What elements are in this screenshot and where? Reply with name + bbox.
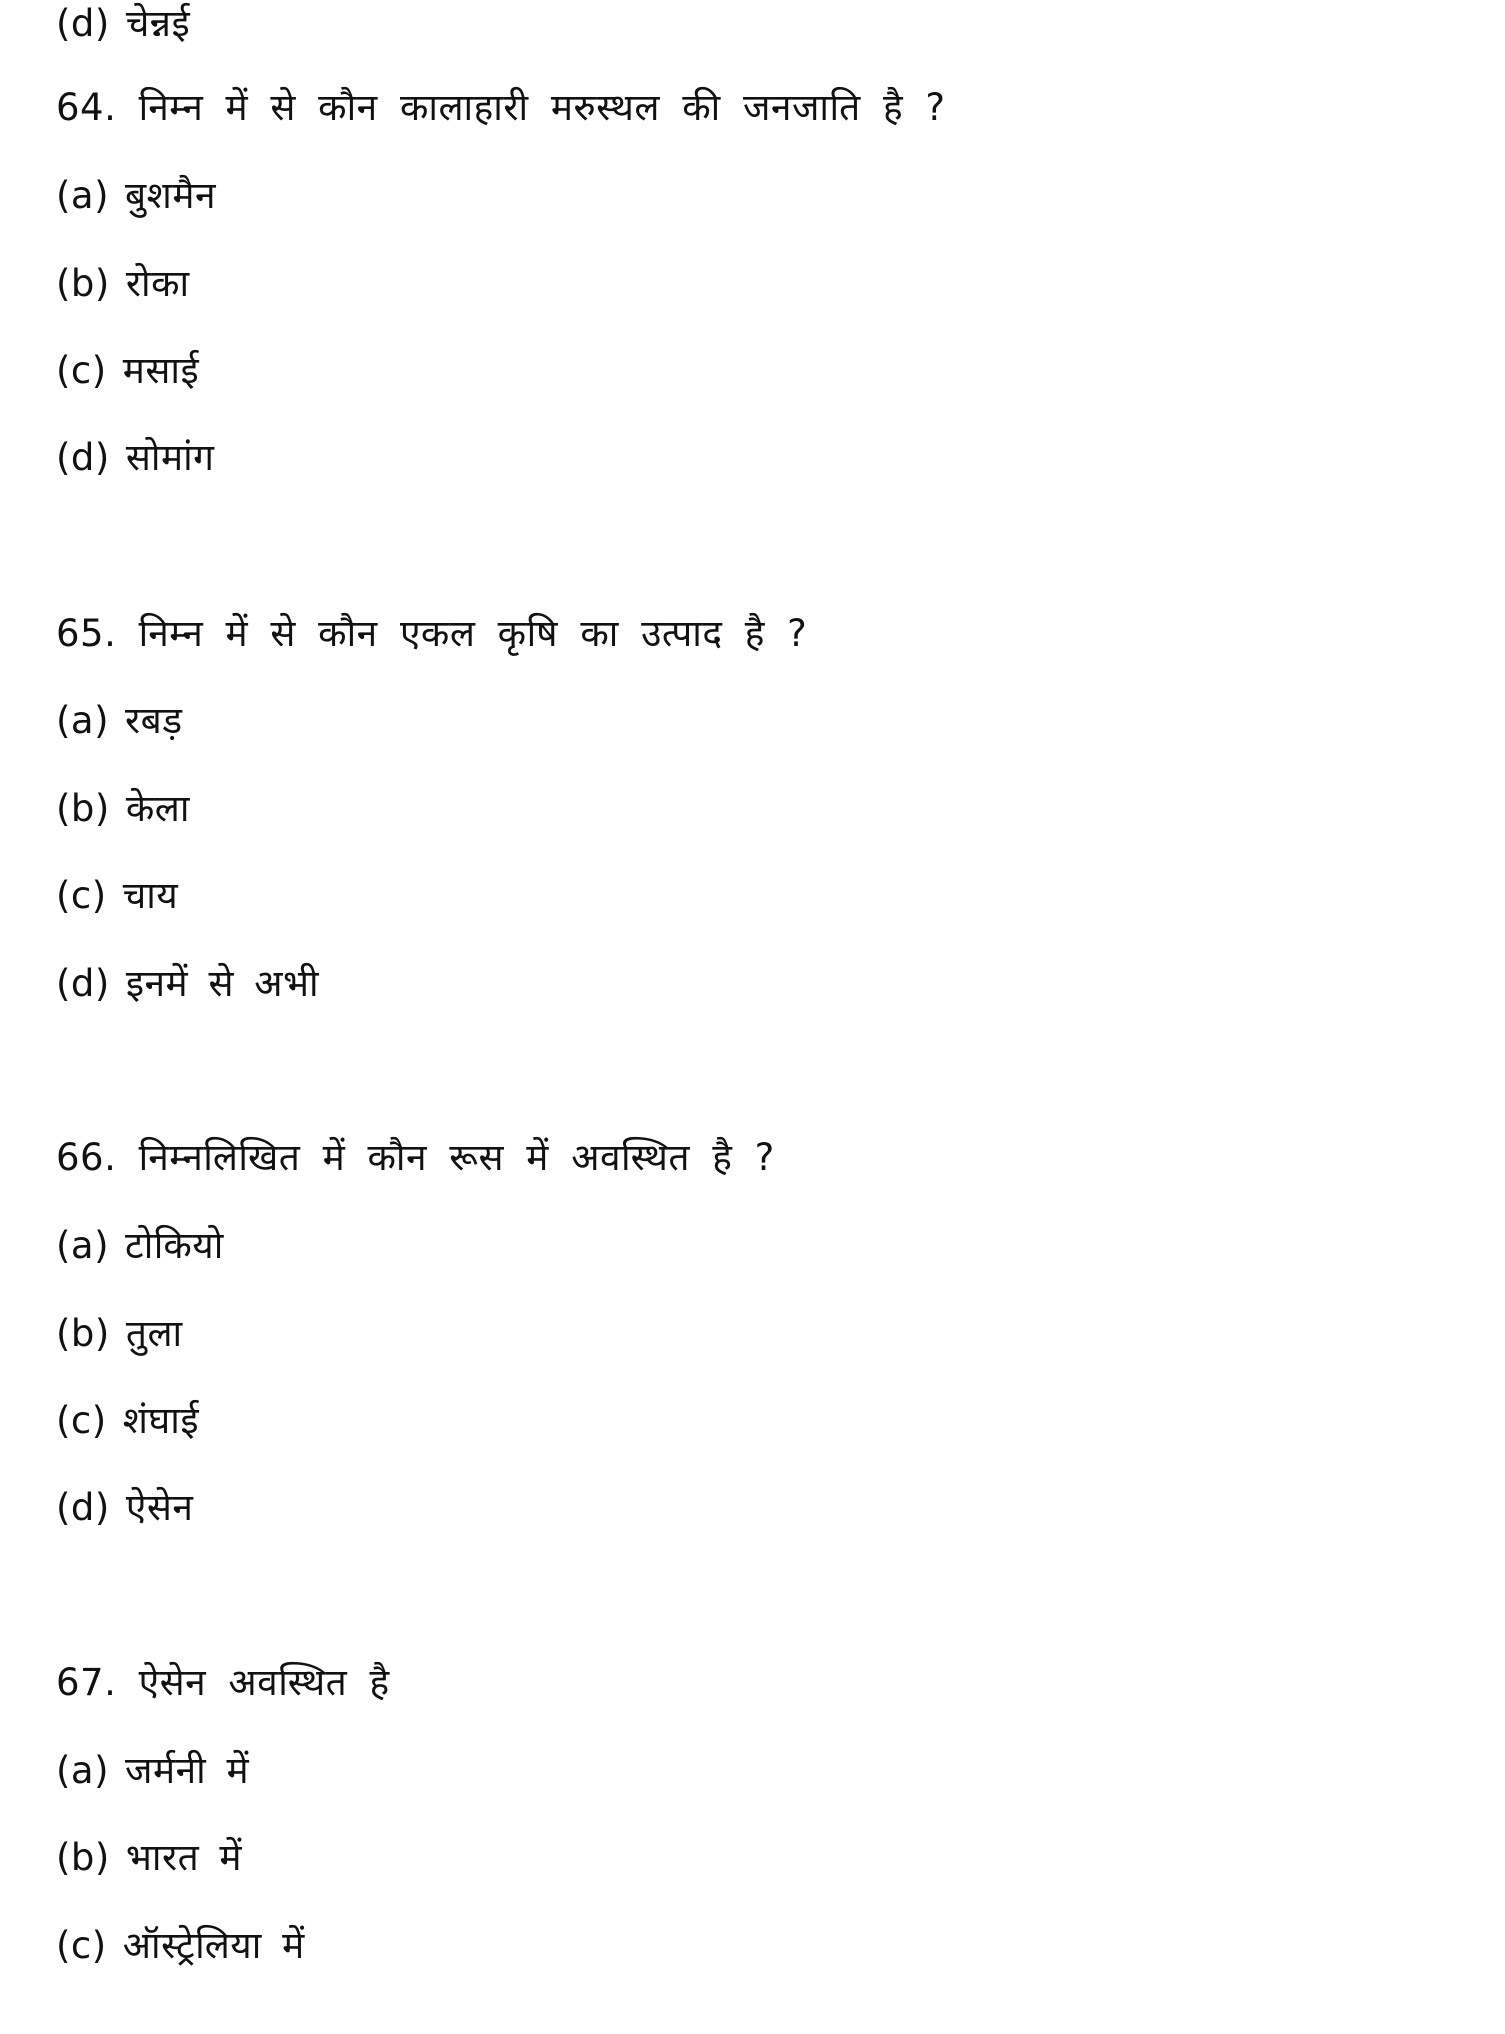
question-67-option-c xyxy=(56,1922,305,1970)
option-letter: (b) xyxy=(56,262,110,305)
question-text: निम्न में से कौन एकल कृषि का उत्पाद है ? xyxy=(138,612,808,655)
question-66 xyxy=(56,1134,775,1182)
question-67 xyxy=(56,1659,390,1707)
option-letter: (d) xyxy=(56,962,110,1005)
option-letter: (a) xyxy=(56,174,110,217)
option-letter: (a) xyxy=(56,699,110,742)
question-65-option-b xyxy=(56,785,190,833)
option-d-previous xyxy=(56,0,190,48)
question-text: ऐसेन अवस्थित है xyxy=(138,1661,390,1704)
option-text: टोकियो xyxy=(125,1224,224,1267)
option-letter: (b) xyxy=(56,1836,110,1879)
question-67-option-b xyxy=(56,1834,242,1882)
option-letter: (d) xyxy=(56,2,110,45)
option-letter: (a) xyxy=(56,1749,110,1792)
question-64-option-c xyxy=(56,347,199,395)
question-64-option-a xyxy=(56,172,216,220)
option-text: तुला xyxy=(125,1312,183,1355)
option-text: सोमांग xyxy=(125,436,215,479)
question-66-option-c xyxy=(56,1397,199,1445)
option-text: मसाई xyxy=(122,349,200,392)
question-66-option-b xyxy=(56,1310,183,1358)
question-66-option-a xyxy=(56,1222,224,1270)
question-number: 66. xyxy=(56,1136,117,1179)
question-66-option-d xyxy=(56,1484,193,1532)
option-text: शंघाई xyxy=(122,1399,199,1442)
option-text: बुशमैन xyxy=(125,174,216,217)
option-letter: (a) xyxy=(56,1224,110,1267)
option-letter: (d) xyxy=(56,1486,110,1529)
question-64-option-d xyxy=(56,434,215,482)
question-text: निम्न में से कौन कालाहारी मरुस्थल की जनजाति है ? xyxy=(138,86,946,129)
option-text: इनमें से अभी xyxy=(125,962,320,1005)
question-number: 64. xyxy=(56,86,117,129)
option-letter: (d) xyxy=(56,436,110,479)
question-number: 65. xyxy=(56,612,117,655)
option-text: जर्मनी में xyxy=(125,1749,250,1792)
question-65 xyxy=(56,610,807,658)
question-65-option-d xyxy=(56,960,319,1008)
option-letter: (b) xyxy=(56,1312,110,1355)
option-text: ऐसेन xyxy=(125,1486,194,1529)
option-letter: (c) xyxy=(56,1924,107,1967)
option-text: रोका xyxy=(125,262,190,305)
option-text: ऑस्ट्रेलिया में xyxy=(122,1924,305,1967)
option-letter: (c) xyxy=(56,874,107,917)
option-text: भारत में xyxy=(125,1836,243,1879)
question-number: 67. xyxy=(56,1661,117,1704)
option-text: केला xyxy=(125,787,190,830)
option-text: रबड़ xyxy=(125,699,183,742)
question-65-option-c xyxy=(56,872,178,920)
question-64 xyxy=(56,84,946,132)
option-letter: (b) xyxy=(56,787,110,830)
question-64-option-b xyxy=(56,260,190,308)
option-letter: (c) xyxy=(56,349,107,392)
question-text: निम्नलिखित में कौन रूस में अवस्थित है ? xyxy=(138,1136,775,1179)
option-text: चाय xyxy=(122,874,179,917)
question-65-option-a xyxy=(56,697,183,745)
option-text: चेन्नई xyxy=(125,2,191,45)
option-letter: (c) xyxy=(56,1399,107,1442)
question-67-option-a xyxy=(56,1747,249,1795)
